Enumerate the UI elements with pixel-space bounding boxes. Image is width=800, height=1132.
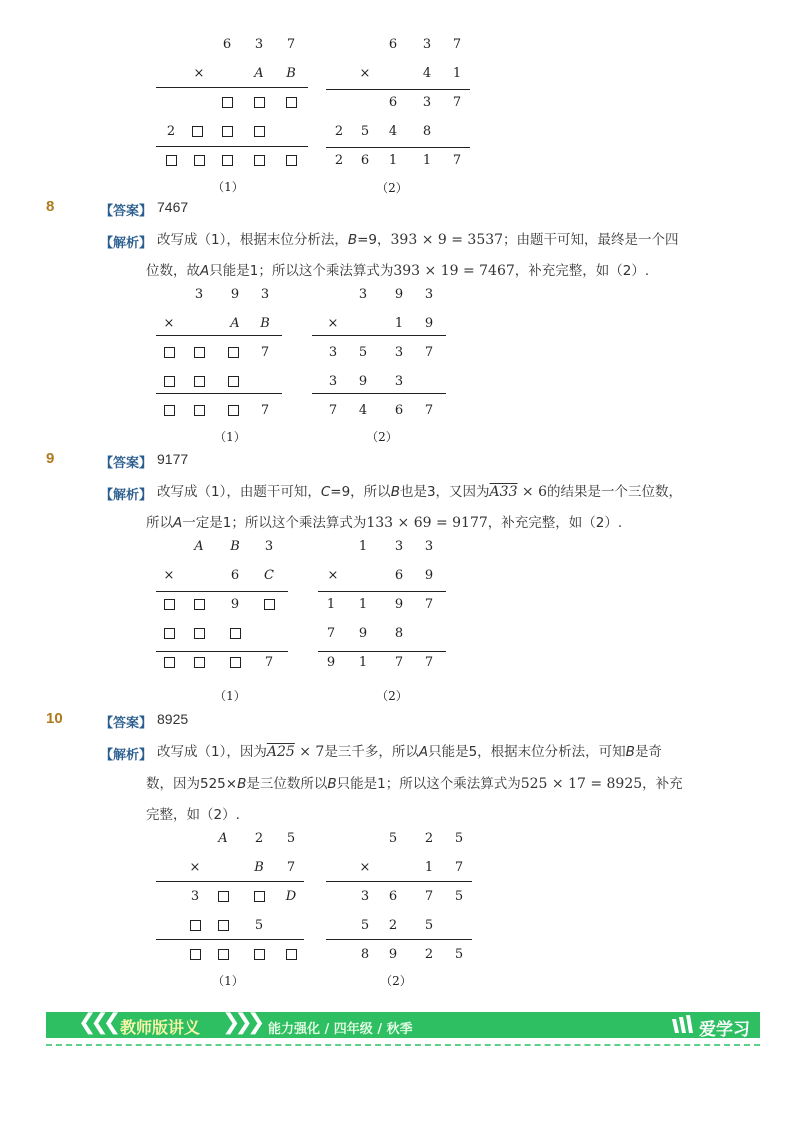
rule <box>312 335 446 336</box>
digit: 8 <box>394 626 404 641</box>
digit: 6 <box>388 95 398 110</box>
digit: 1 <box>326 597 336 612</box>
caption: （1） <box>212 180 244 194</box>
digit: 9 <box>424 568 434 583</box>
digit: 5 <box>454 889 464 904</box>
footer-dashed-divider <box>46 1044 760 1046</box>
analysis-label: 【解析】 <box>100 748 153 763</box>
blank-box <box>190 920 201 931</box>
caption: （1） <box>212 974 244 988</box>
digit: 8 <box>360 947 370 962</box>
var: A <box>230 316 240 331</box>
blank-box <box>286 155 297 166</box>
digit: 3 <box>394 539 404 554</box>
analysis-line: 改写成（1），由题干可知，C=9，所以B也是3，又因为A33 × 6的结果是一个三位数， <box>157 484 683 500</box>
digit: 1 <box>358 655 368 670</box>
blank-box <box>164 628 175 639</box>
question-number: 9 <box>46 450 55 467</box>
digit: 3 <box>358 287 368 302</box>
blank-box <box>164 376 175 387</box>
q8-left-multiplication <box>156 282 286 444</box>
digit: 5 <box>424 918 434 933</box>
blank-box <box>164 347 175 358</box>
digit: 1 <box>358 597 368 612</box>
digit: 3 <box>360 889 370 904</box>
question-number: 8 <box>46 198 55 215</box>
digit: 6 <box>222 37 232 52</box>
blank-box <box>222 155 233 166</box>
digit: 9 <box>388 947 398 962</box>
digit: 5 <box>454 831 464 846</box>
digit: 7 <box>452 37 462 52</box>
digit: 3 <box>328 345 338 360</box>
footer-title: 教师版讲义 <box>120 1018 201 1037</box>
digit: 5 <box>286 831 296 846</box>
q9-left-multiplication <box>156 534 292 703</box>
chevron-right-icon: ❯❯❯ <box>222 1010 260 1035</box>
analysis-label: 【解析】 <box>100 488 153 503</box>
digit: 5 <box>254 918 264 933</box>
top-left-multiplication <box>156 32 316 194</box>
digit: 7 <box>424 655 434 670</box>
caption: （2） <box>376 689 408 703</box>
rule <box>156 393 282 394</box>
digit: 3 <box>260 287 270 302</box>
answer-label: 【答案】 <box>100 204 153 219</box>
blank-box <box>254 126 265 137</box>
q10-right-multiplication <box>326 826 476 988</box>
blank-box <box>254 949 265 960</box>
analysis-line: 数，因为525×B是三位数所以B只能是1；所以这个乘法算式为525 × 17 = 8925，补充 <box>146 776 683 792</box>
blank-box <box>254 155 265 166</box>
blank-box <box>228 405 239 416</box>
digit: 3 <box>328 374 338 389</box>
digit: 1 <box>452 66 462 81</box>
var: D <box>285 889 297 904</box>
digit: 3 <box>422 95 432 110</box>
var: B <box>254 860 264 875</box>
blank-box <box>222 97 233 108</box>
var: A <box>218 831 228 846</box>
digit: 3 <box>394 374 404 389</box>
blank-box <box>254 97 265 108</box>
digit: 7 <box>260 345 270 360</box>
blank-box <box>194 599 205 610</box>
digit: 2 <box>166 124 176 139</box>
digit: 1 <box>394 316 404 331</box>
digit: 7 <box>326 626 336 641</box>
digit: 7 <box>452 95 462 110</box>
analysis-line: 改写成（1），因为A25 × 7是三千多，所以A只能是5，根据末位分析法，可知B是奇 <box>157 744 662 760</box>
digit: 6 <box>388 37 398 52</box>
top-right-multiplication <box>326 32 476 195</box>
digit: 7 <box>328 403 338 418</box>
rule <box>156 881 304 882</box>
times-sign: × <box>359 66 371 81</box>
var: C <box>264 568 274 583</box>
digit: 7 <box>394 655 404 670</box>
brand-logo-icon <box>670 1015 696 1035</box>
var: B <box>260 316 270 331</box>
digit: 6 <box>230 568 240 583</box>
digit: 9 <box>358 374 368 389</box>
digit: 7 <box>424 597 434 612</box>
digit: 9 <box>326 655 336 670</box>
q8-right-multiplication <box>312 282 452 444</box>
analysis-line: 改写成（1），根据末位分析法，B=9，393 × 9 = 3537；由题干可知，最终是一个四 <box>157 232 679 248</box>
times-sign: × <box>327 568 339 583</box>
blank-box <box>194 155 205 166</box>
digit: 7 <box>286 37 296 52</box>
digit: 7 <box>260 403 270 418</box>
digit: 9 <box>394 287 404 302</box>
q9-right-multiplication <box>318 534 450 703</box>
blank-box <box>194 405 205 416</box>
times-sign: × <box>163 568 175 583</box>
digit: 3 <box>254 37 264 52</box>
digit: 9 <box>358 626 368 641</box>
digit: 3 <box>424 287 434 302</box>
digit: 2 <box>424 831 434 846</box>
digit: 9 <box>394 597 404 612</box>
digit: 2 <box>334 124 344 139</box>
blank-box <box>222 126 233 137</box>
analysis-line: 所以A一定是1；所以这个乘法算式为133 × 69 = 9177，补充完整，如（2）. <box>146 515 623 531</box>
caption: （1） <box>214 689 246 703</box>
blank-box <box>194 657 205 668</box>
blank-box <box>194 628 205 639</box>
blank-box <box>164 405 175 416</box>
blank-box <box>194 376 205 387</box>
digit: 3 <box>194 287 204 302</box>
digit: 6 <box>394 568 404 583</box>
digit: 6 <box>388 889 398 904</box>
answer-value: 8925 <box>157 711 189 727</box>
blank-box <box>218 949 229 960</box>
digit: 3 <box>424 539 434 554</box>
digit: 9 <box>230 597 240 612</box>
digit: 2 <box>334 153 344 168</box>
digit: 3 <box>394 345 404 360</box>
analysis-line: 位数，故A只能是1；所以这个乘法算式为393 × 19 = 7467，补充完整，如（2）. <box>146 263 650 279</box>
var: B <box>286 66 296 81</box>
digit: 7 <box>424 345 434 360</box>
digit: 9 <box>424 316 434 331</box>
digit: 1 <box>424 860 434 875</box>
digit: 2 <box>388 918 398 933</box>
rule <box>156 335 282 336</box>
footer-band <box>46 1012 760 1038</box>
blank-box <box>254 891 265 902</box>
blank-box <box>286 949 297 960</box>
digit: 1 <box>358 539 368 554</box>
digit: 7 <box>454 860 464 875</box>
digit: 5 <box>388 831 398 846</box>
blank-box <box>286 97 297 108</box>
blank-box <box>218 891 229 902</box>
times-sign: × <box>327 316 339 331</box>
rule <box>156 939 304 940</box>
caption: （1） <box>214 430 246 444</box>
digit: 6 <box>394 403 404 418</box>
digit: 3 <box>264 539 274 554</box>
digit: 1 <box>388 153 398 168</box>
digit: 9 <box>230 287 240 302</box>
blank-box <box>164 599 175 610</box>
answer-label: 【答案】 <box>100 456 153 471</box>
q10-left-multiplication <box>156 826 306 988</box>
analysis-line: 完整，如（2）. <box>146 807 240 823</box>
digit: 7 <box>424 889 434 904</box>
times-sign: × <box>189 860 201 875</box>
digit: 4 <box>422 66 432 81</box>
rule <box>312 393 446 394</box>
blank-box <box>166 155 177 166</box>
question-number: 10 <box>46 710 63 727</box>
rule <box>326 881 472 882</box>
digit: 5 <box>454 947 464 962</box>
var: B <box>230 539 240 554</box>
caption: （2） <box>376 181 408 195</box>
blank-box <box>192 126 203 137</box>
chevron-left-icon: ❮❮❮ <box>78 1010 116 1035</box>
digit: 5 <box>360 918 370 933</box>
digit: 4 <box>358 403 368 418</box>
digit: 2 <box>424 947 434 962</box>
digit: 6 <box>360 153 370 168</box>
times-sign: × <box>193 66 205 81</box>
var: A <box>194 539 204 554</box>
digit: 7 <box>452 153 462 168</box>
var: A <box>254 66 264 81</box>
blank-box <box>228 347 239 358</box>
blank-box <box>190 949 201 960</box>
times-sign: × <box>359 860 371 875</box>
digit: 1 <box>422 153 432 168</box>
analysis-label: 【解析】 <box>100 236 153 251</box>
digit: 7 <box>424 403 434 418</box>
answer-value: 7467 <box>157 199 189 215</box>
caption: （2） <box>366 430 398 444</box>
digit: 3 <box>190 889 200 904</box>
digit: 7 <box>286 860 296 875</box>
blank-box <box>230 657 241 668</box>
rule <box>156 146 308 147</box>
footer-breadcrumb: 能力强化 / 四年级 / 秋季 <box>268 1022 413 1037</box>
blank-box <box>264 599 275 610</box>
caption: （2） <box>380 974 412 988</box>
digit: 3 <box>422 37 432 52</box>
digit: 5 <box>360 124 370 139</box>
rule <box>326 939 472 940</box>
times-sign: × <box>163 316 175 331</box>
digit: 8 <box>422 124 432 139</box>
footer-brand: 爱学习 <box>699 1020 750 1040</box>
digit: 5 <box>358 345 368 360</box>
blank-box <box>230 628 241 639</box>
answer-label: 【答案】 <box>100 716 153 731</box>
answer-value: 9177 <box>157 451 189 467</box>
blank-box <box>164 657 175 668</box>
digit: 7 <box>264 655 274 670</box>
rule <box>156 87 308 88</box>
blank-box <box>194 347 205 358</box>
blank-box <box>218 920 229 931</box>
digit: 4 <box>388 124 398 139</box>
digit: 2 <box>254 831 264 846</box>
blank-box <box>228 376 239 387</box>
